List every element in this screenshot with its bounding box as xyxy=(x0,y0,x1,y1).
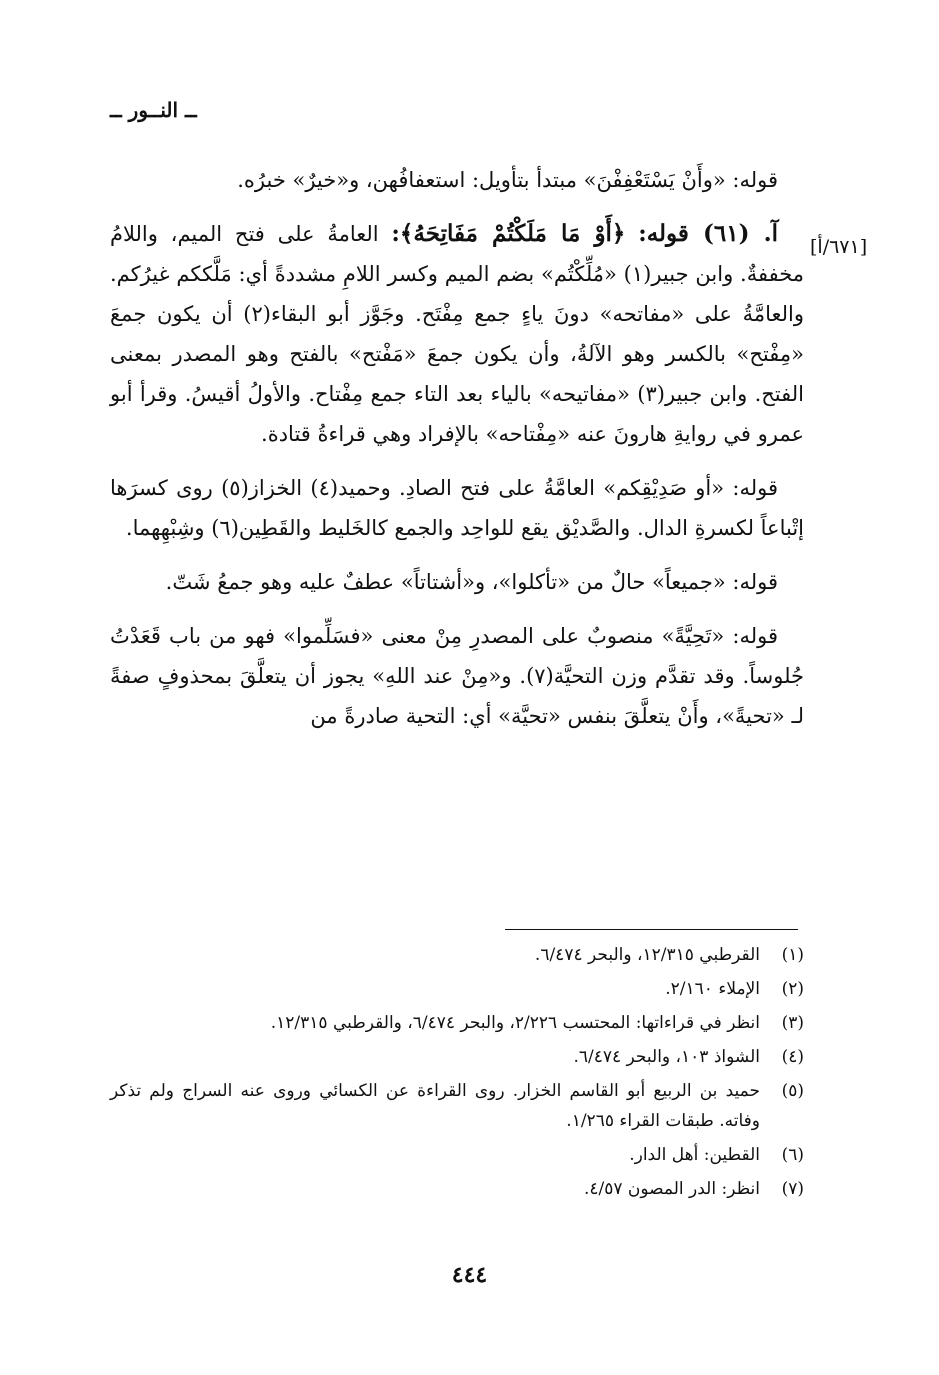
footnote-number: (٦) xyxy=(781,1145,804,1165)
footnote xyxy=(110,1042,804,1072)
footnote-text: حميد بن الربيع أبو القاسم الخزار. روى القراءة عن الكسائي وروى عنه السراج ولم تذكر وفاته. طبقات القراء ١/٢٦٥. xyxy=(110,1081,760,1131)
footnote-text: القطين: أهل الدار. xyxy=(629,1145,760,1165)
paragraph-2 xyxy=(110,214,804,454)
paragraph-2-body: العامةُ على فتح الميم، واللامُ مخففةٌ. وابن جبير(١) «مُلِّكْتُم» بضم الميم وكسر اللامِ مشددةً أي: مَلَّككم غيرُكم. والعامَّةُ على «مفاتحه» دونَ ياءٍ جمع مِفْتَح. وجَوَّز أبو البقاء(٢) أن يكون جمعَ «مِفْتح» بالكسر وهو الآلةُ، وأن يكون جمعَ «مَفْتح» بالفتح وهو المصدر بمعنى الفتح. وابن جبير(٣) «مفاتيحه» بالياء بعد التاء جمع مِفْتاح. والأولُ أقيسُ. وقرأ أبو عمرو في روايةِ هارونَ عنه «مِفْتاحه» بالإفراد وهي قراءةُ قتادة. xyxy=(110,222,805,446)
footnote-number: (٥) xyxy=(781,1081,804,1101)
footnote-text: انظر في قراءاتها: المحتسب ٢/٢٢٦، والبحر ٦/٤٧٤، والقرطبي ١٢/٣١٥. xyxy=(270,1013,760,1033)
paragraph-3: قوله: «أو صَدِيْقِكم» العامَّةُ على فتح الصادِ. وحميد(٤) الخزاز(٥) روى كسرَها إتْباعاً لكسرةِ الدال. والصَّديْق يقع للواحِد والجمع كالخَليط والقَطِين(٦) وشِبْهِهما. xyxy=(110,476,804,540)
footnote xyxy=(110,1140,804,1170)
footnote xyxy=(110,940,804,970)
paragraph-5: قوله: «تَحِيَّةً» منصوبٌ على المصدرِ مِنْ معنى «فسَلِّموا» فهو من باب قَعَدْتُ جُلوساً. وقد تقدَّم وزن التحيَّة(٧). و«مِنْ عند اللهِ» يجوز أن يتعلَّقَ بمحذوفٍ صفةً لـ «تحيةً»، وأَنْ يتعلَّقَ بنفس «تحيَّة» أي: التحية صادرةً من xyxy=(110,624,804,728)
paragraph-4: قوله: «جميعاً» حالٌ من «تأكلوا»، و«أشتاتاً» عطفٌ عليه وهو جمعُ شَتّ. xyxy=(165,570,778,594)
footnote-text: الشواذ ١٠٣، والبحر ٦/٤٧٤. xyxy=(573,1047,760,1067)
main-text xyxy=(110,160,804,750)
footnote xyxy=(110,1174,804,1204)
verse-marker: آ. (٦١) قوله: xyxy=(638,220,779,247)
running-header: ــ النــور ــ xyxy=(110,98,197,122)
footnote xyxy=(110,1076,804,1136)
footnote-text: القرطبي ١٢/٣١٥، والبحر ٦/٤٧٤. xyxy=(534,945,760,965)
footnote xyxy=(110,974,804,1004)
footnote-number: (١) xyxy=(781,945,804,965)
footnotes xyxy=(110,940,804,1208)
paragraph-1: قوله: «وأَنْ يَسْتَعْفِفْنَ» مبتدأ بتأويل: استعفافُهن، و«خيرٌ» خبرُه. xyxy=(237,168,778,192)
footnote-number: (٣) xyxy=(781,1013,804,1033)
footnote-number: (٢) xyxy=(781,979,804,999)
footnote-divider xyxy=(505,929,798,930)
footnote xyxy=(110,1008,804,1038)
footnote-text: الإملاء ٢/١٦٠. xyxy=(665,979,760,999)
verse-quote: ﴿أَوْ مَا مَلَكْتُمْ مَفَاتِحَهُ﴾: xyxy=(391,220,626,247)
page-number: ٤٤٤ xyxy=(451,1262,488,1288)
footnote-number: (٤) xyxy=(781,1047,804,1067)
margin-reference: [٦٧١/أ] xyxy=(810,236,868,258)
footnote-text: انظر: الدر المصون ٤/٥٧. xyxy=(583,1179,760,1199)
footnote-number: (٧) xyxy=(781,1179,804,1199)
